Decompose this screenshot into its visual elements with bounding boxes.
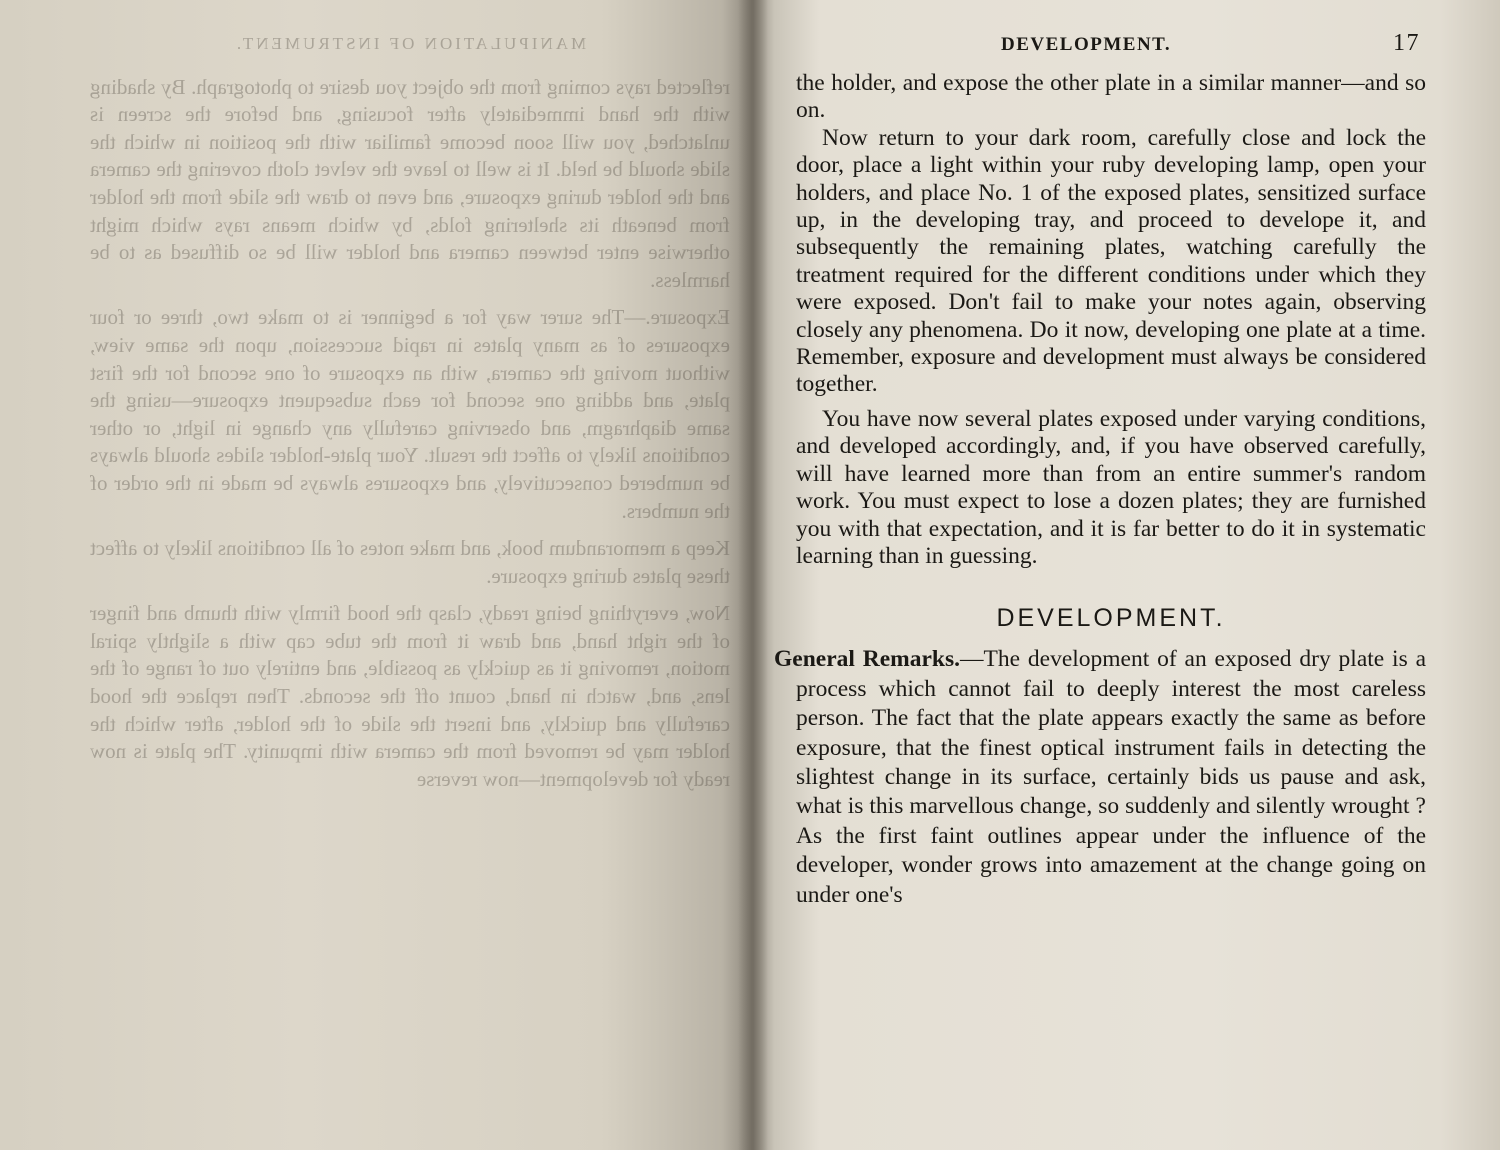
left-paragraph: Now, everything being ready, clasp the hood firmly with thumb and finger of the right hand, and draw it from the tube cap with a slightly spiral motion, removing it as quickly as possible, and entirely out of range of the lens, and, watch in hand, count off the seconds. Then replace the hood carefully and quickly, and insert the slide of the holder, after which the holder may be removed from the camera with impunity. The plate is now ready for development—now reverse: [90, 601, 730, 791]
book-gutter: [738, 0, 768, 1150]
general-remarks-text: —The development of an exposed dry plate is a process which cannot fail to deeply interest the most careless person. The fact that the plate appears exactly the same as before exposure, that the finest optical instrument fails in detecting the slightest change in its surface, certainly bids us pause and ask, what is this marvellous change, so suddenly and silently wrought ? As the first faint outlines appear under the influence of the developer, wonder grows into amazement at the change going on under one's: [796, 646, 1426, 908]
section-heading: DEVELOPMENT.: [996, 604, 1226, 633]
body-paragraph: You have now several plates exposed under varying conditions, and developed accordingly, and, if you have observed carefully, will have learned more than from an entire summer's random work. You must expect to lose a dozen plates; they are furnished you with that expectation, and it is far better to do it in systematic learning than in guessing.: [796, 405, 1426, 569]
page-number: 17: [1393, 30, 1420, 56]
body-paragraph: Now return to your dark room, carefully close and lock the door, place a light within your ruby developing lamp, open your holders, and place No. 1 of the exposed plates, sensitized surface up, in the developing tray, and proceed to develope it, and subsequently the remaining plates, watching carefully the treatment required for the different conditions under which they were exposed. Don't fail to make your notes again, observing closely any phenomena. Do it now, developing one plate at a time. Remember, exposure and development must always be considered together.: [796, 124, 1426, 398]
body-paragraph: the holder, and expose the other plate in a similar manner—and so on.: [796, 70, 1426, 124]
running-head-title: DEVELOPMENT.: [1001, 34, 1172, 55]
running-head: [796, 30, 1426, 70]
left-running-head: MANIPULATION OF INSTRUMENT.: [233, 34, 587, 53]
left-paragraph: Exposure.—The surer way for a beginner is to make two, three or four exposures of as many plates in rapid succession, upon the same view, without moving the camera, with an exposure of one second for the first plate, and adding one second for each subsequent exposure—using the same diaphragm, and observing carefully any change in light, or other conditions likely to affect the result. Your plate-holder slides should always be numbered consecutively, and exposures always be made in the order of the numbers.: [90, 305, 730, 523]
general-remarks-paragraph: [774, 645, 1426, 910]
left-paragraph: reflected rays coming from the object you desire to photograph. By shading with the hand immediately after focusing, and before the screen is unlatched, you will soon become familiar with the position in which the slide should be held. It is well to leave the velvet cloth covering the camera and the holder during exposure, and even to draw the slide from the holder from beneath its sheltering folds, by which means rays which might otherwise enter between camera and holder will be so diffused as to be harmless.: [90, 74, 730, 292]
left-page-bleed-through-text: [90, 30, 730, 803]
right-page-text: [774, 30, 1426, 910]
left-paragraph: Keep a memorandum book, and make notes of all conditions likely to affect these plates during exposure.: [90, 536, 730, 588]
general-remarks-term: General Remarks.: [774, 646, 961, 673]
